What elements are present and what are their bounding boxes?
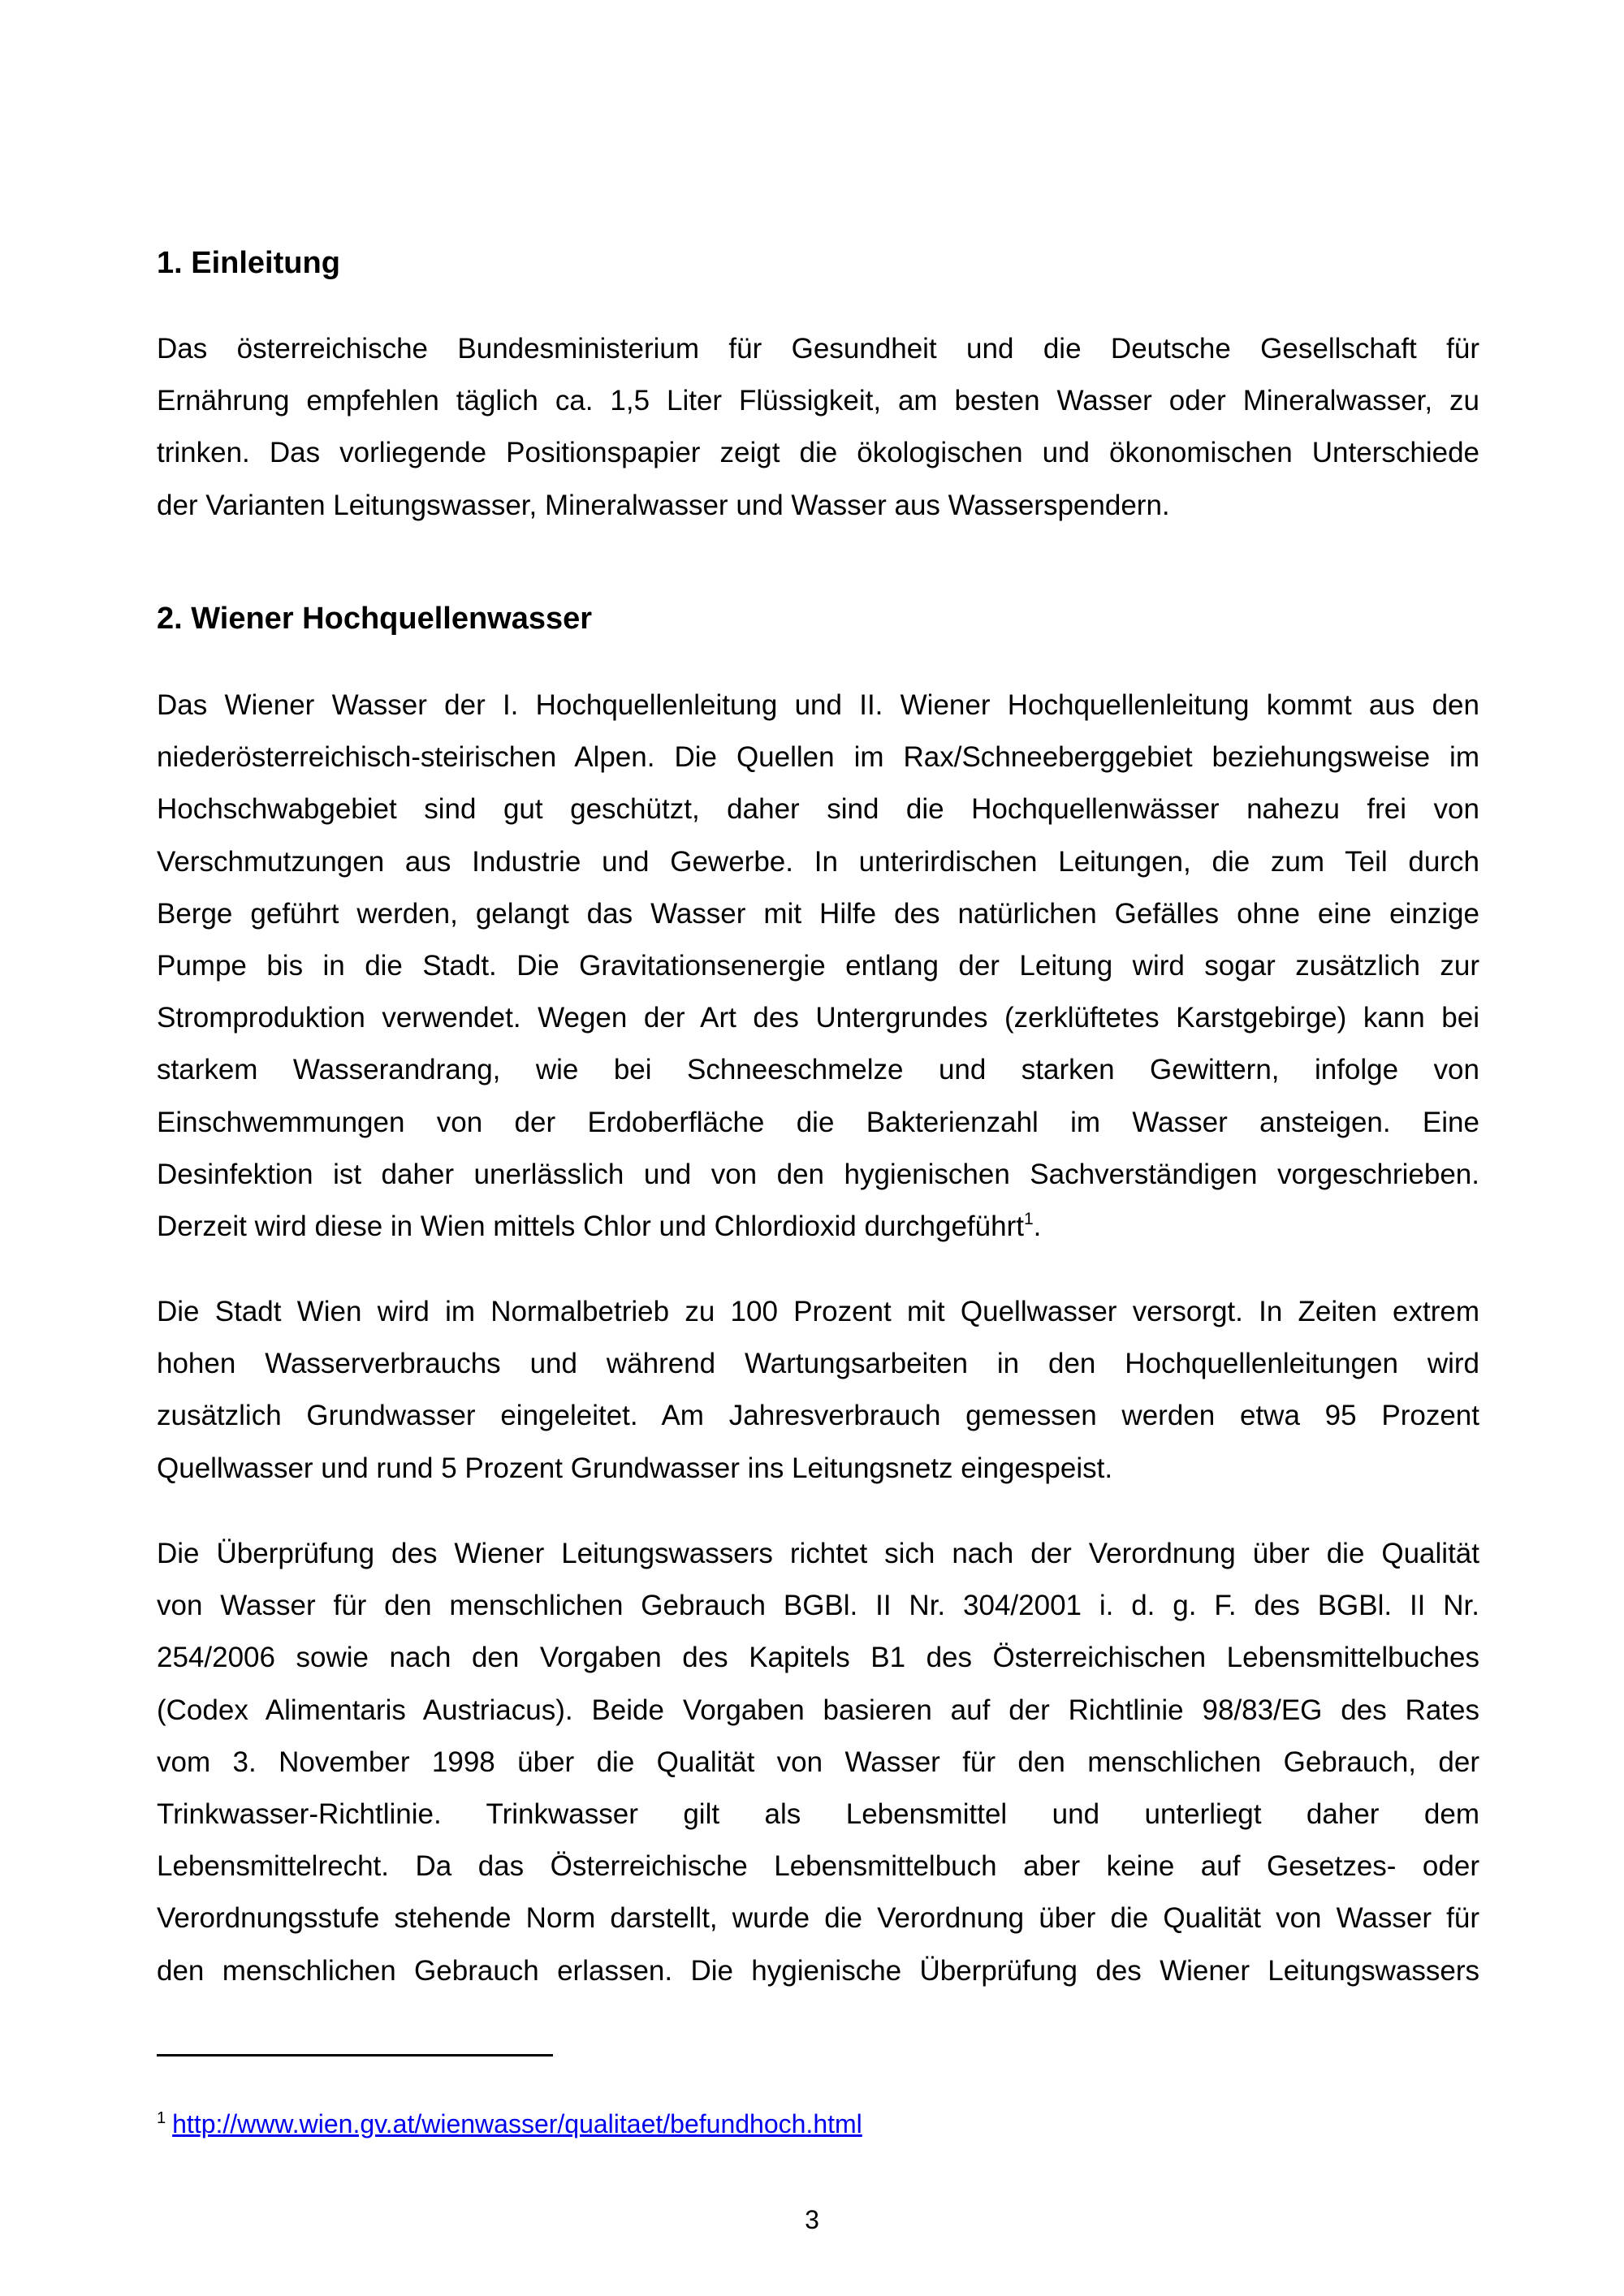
- text-line: Pumpe bis in die Stadt. Die Gravitationsenergie entlang der Leitung wird sogar zusätzlich zur: [157, 950, 1479, 982]
- text-line: Das österreichische Bundesministerium für Gesundheit und die Deutsche Gesellschaft für: [157, 333, 1479, 365]
- paragraph: [157, 323, 1479, 532]
- text-line-with-footnote: [157, 1201, 1479, 1253]
- text-line: Trinkwasser-Richtlinie. Trinkwasser gilt als Lebensmittel und unterliegt daher dem: [157, 1798, 1479, 1831]
- text-line: Einschwemmungen von der Erdoberfläche die Bakterienzahl im Wasser ansteigen. Eine: [157, 1106, 1479, 1138]
- text-line: der Varianten Leitungswasser, Mineralwasser und Wasser aus Wasserspendern.: [157, 489, 1170, 521]
- text-line: Lebensmittelrecht. Da das Österreichische Lebensmittelbuch aber keine auf Gesetzes- oder: [157, 1850, 1479, 1883]
- sentence-end: .: [1033, 1211, 1042, 1243]
- text-line: Derzeit wird diese in Wien mittels Chlor und Chlordioxid durchgeführt: [157, 1211, 1024, 1243]
- text-line: den menschlichen Gebrauch erlassen. Die hygienische Überprüfung des Wiener Leitungswassers: [157, 1954, 1479, 1987]
- text-line: Stromproduktion verwendet. Wegen der Art des Untergrundes (zerklüftetes Karstgebirge) kann bei: [157, 1002, 1479, 1034]
- text-line: zusätzlich Grundwasser eingeleitet. Am Jahresverbrauch gemessen werden etwa 95 Prozent: [157, 1400, 1479, 1432]
- text-line: von Wasser für den menschlichen Gebrauch BGBl. II Nr. 304/2001 i. d. g. F. des BGBl. II Nr.: [157, 1590, 1479, 1622]
- text-line: Die Überprüfung des Wiener Leitungswassers richtet sich nach der Verordnung über die Qualität: [157, 1538, 1479, 1569]
- footnote-separator: [157, 2054, 553, 2056]
- text-line: vom 3. November 1998 über die Qualität von Wasser für den menschlichen Gebrauch, der: [157, 1746, 1479, 1778]
- text-line: Das Wiener Wasser der I. Hochquellenleitung und II. Wiener Hochquellenleitung kommt aus den: [157, 689, 1479, 721]
- text-line: (Codex Alimentaris Austriacus). Beide Vorgaben basieren auf der Richtlinie 98/83/EG des Rates: [157, 1694, 1479, 1726]
- text-line: Berge geführt werden, gelangt das Wasser mit Hilfe des natürlichen Gefälles ohne eine einzige: [157, 897, 1479, 930]
- footnote-reference[interactable]: 1: [1023, 1210, 1034, 1229]
- footnote-number: 1: [157, 2109, 166, 2127]
- text-line: Ernährung empfehlen täglich ca. 1,5 Liter Flüssigkeit, am besten Wasser oder Mineralwasser, zu: [157, 385, 1479, 417]
- page-number: 3: [805, 2205, 819, 2234]
- text-line: trinken. Das vorliegende Positionspapier zeigt die ökologischen und ökonomischen Unterschiede: [157, 437, 1479, 469]
- section-heading-einleitung: 1. Einleitung: [157, 246, 340, 280]
- text-line: Desinfektion ist daher unerlässlich und von den hygienischen Sachverständigen vorgeschrieben.: [157, 1158, 1479, 1190]
- text-line: starkem Wasserandrang, wie bei Schneeschmelze und starken Gewittern, infolge von: [157, 1054, 1479, 1086]
- text-line: Verordnungsstufe stehende Norm darstellt, wurde die Verordnung über die Qualität von Wasser für: [157, 1902, 1479, 1935]
- text-line: niederösterreichisch-steirischen Alpen. Die Quellen im Rax/Schneeberggebiet beziehungsweise im: [157, 741, 1479, 774]
- text-line: Quellwasser und rund 5 Prozent Grundwasser ins Leitungsnetz eingespeist.: [157, 1452, 1113, 1484]
- text-line: Hochschwabgebiet sind gut geschützt, daher sind die Hochquellenwässer nahezu frei von: [157, 793, 1479, 826]
- paragraph: [157, 1286, 1479, 1495]
- paragraph: [157, 1528, 1479, 1997]
- footnote: [157, 2104, 862, 2143]
- footnote-link[interactable]: http://www.wien.gv.at/wienwasser/qualitaet/befundhoch.html: [172, 2109, 862, 2138]
- text-line: Die Stadt Wien wird im Normalbetrieb zu 100 Prozent mit Quellwasser versorgt. In Zeiten extrem: [157, 1296, 1479, 1327]
- text-line: Verschmutzungen aus Industrie und Gewerbe. In unterirdischen Leitungen, die zum Teil durch: [157, 845, 1479, 878]
- text-line: hohen Wasserverbrauchs und während Wartungsarbeiten in den Hochquellenleitungen wird: [157, 1348, 1479, 1380]
- paragraph: [157, 680, 1479, 1253]
- text-line: 254/2006 sowie nach den Vorgaben des Kapitels B1 des Österreichischen Lebensmittelbuches: [157, 1642, 1479, 1674]
- section-heading-hochquellenwasser: 2. Wiener Hochquellenwasser: [157, 602, 593, 636]
